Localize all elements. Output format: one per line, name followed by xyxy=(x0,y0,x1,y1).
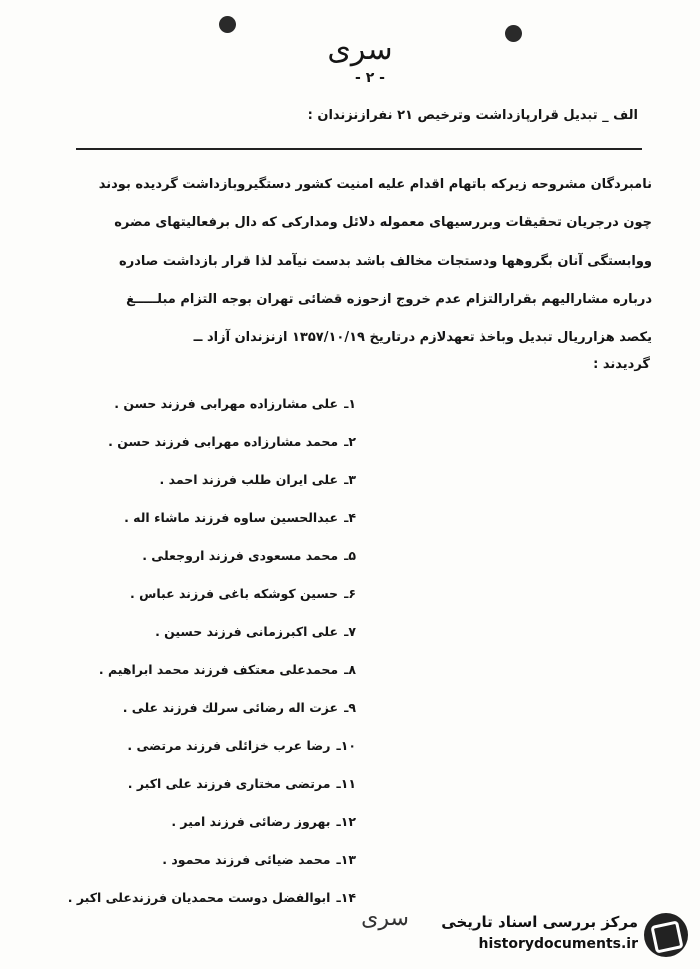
list-text: بهروز رضائی فرزند امیر . xyxy=(171,814,331,829)
list-number: ۱۰ـ xyxy=(336,738,356,753)
list-item xyxy=(155,624,356,639)
watermark xyxy=(404,909,694,961)
list-item xyxy=(68,890,356,905)
classification-mark-bottom: سری xyxy=(361,906,409,931)
list-item xyxy=(123,700,356,715)
watermark-url[interactable]: historydocuments.ir xyxy=(478,936,638,952)
punch-hole xyxy=(219,16,236,33)
paragraph-line: یکصد هزارریال تبدیل وباخذ تعهدلازم درتاریخ ۱۳۵۷/۱۰/۱۹ ازنزندان آزاد ــ xyxy=(193,330,652,346)
list-text: علی ایران طلب فرزند احمد . xyxy=(159,472,339,487)
list-text: عزت اله رضائی سرلك فرزند علی . xyxy=(122,700,339,715)
list-number: ۷ـ xyxy=(344,624,356,639)
list-number: ۹ـ xyxy=(344,700,356,715)
list-text: محمد مسعودی فرزند اروجعلی . xyxy=(142,548,339,563)
section-heading: الف _ تبدیل قرارپازداشت وترخیص ۲۱ نفرازنزندان : xyxy=(307,108,638,123)
list-text: حسین کوشکه باغی فرزند عباس . xyxy=(130,586,339,601)
list-item xyxy=(142,548,356,563)
list-number: ۱ـ xyxy=(344,396,356,411)
page-number: - ۲ - xyxy=(355,70,385,86)
list-text: محمد مشارزاده مهرابی فرزند حسن . xyxy=(108,434,339,449)
list-text: عبدالحسین ساوه فرزند ماشاء اله . xyxy=(124,510,339,525)
list-number: ۸ـ xyxy=(344,662,356,677)
paragraph-line: چون درجریان تحقیقات وبررسیهای معموله دلائل ومدارکی که دال برفعالیتهای مضره xyxy=(114,215,652,231)
list-item xyxy=(127,738,356,753)
divider-line xyxy=(76,148,642,150)
list-item xyxy=(171,814,356,829)
list-text: رضا عرب خزائلی فرزند مرتضی . xyxy=(127,738,331,753)
list-number: ۴ـ xyxy=(344,510,356,525)
list-item xyxy=(128,776,356,791)
list-item xyxy=(162,852,356,867)
decree-text: گردیدند : xyxy=(593,357,650,372)
watermark-title: مرکز بررسی اسناد تاریخی xyxy=(441,913,638,931)
list-text: محمد ضیائی فرزند محمود . xyxy=(162,852,331,867)
list-number: ۱۲ـ xyxy=(336,814,356,829)
list-item xyxy=(160,472,357,487)
list-number: ۲ـ xyxy=(344,434,356,449)
list-text: علی اکبرزمانی فرزند حسین . xyxy=(155,624,339,639)
list-text: علی مشارزاده مهرابی فرزند حسن . xyxy=(114,396,339,411)
list-number: ۱۱ـ xyxy=(336,776,356,791)
punch-hole xyxy=(505,25,522,42)
list-number: ۱۳ـ xyxy=(336,852,356,867)
archive-logo-icon xyxy=(644,913,688,957)
paragraph-line: نامبردگان مشروحه زیرکه باتهام اقدام علیه امنیت کشور دستگیروبازداشت گردیده بودند xyxy=(98,177,652,192)
list-number: ۵ـ xyxy=(344,548,356,563)
paragraph-line: ووابستگی آنان بگروهها ودستجات مخالف باشد بدست نیآمد لذا قرار بازداشت صادره xyxy=(119,253,652,269)
list-item xyxy=(99,662,356,677)
list-number: ۱۴ـ xyxy=(336,890,356,905)
list-text: ابوالفضل دوست محمدیان فرزندعلی اکبر . xyxy=(67,890,331,905)
list-item xyxy=(114,396,356,411)
list-number: ۳ـ xyxy=(344,472,356,487)
list-item xyxy=(108,434,356,449)
list-item xyxy=(130,586,356,601)
body-paragraph xyxy=(62,166,652,357)
list-text: محمدعلی معتکف فرزند محمد ابراهیم . xyxy=(98,662,339,677)
list-text: مرتضی مختاری فرزند علی اکبر . xyxy=(127,776,331,791)
list-number: ۶ـ xyxy=(344,586,356,601)
classification-mark-top: سری xyxy=(327,32,393,67)
list-item xyxy=(124,510,356,525)
paragraph-line: درباره مشارالیهم بقرارالتزام عدم خروج ازحوزه قضائی تهران بوجه التزام مبلـــــغ xyxy=(126,291,652,307)
